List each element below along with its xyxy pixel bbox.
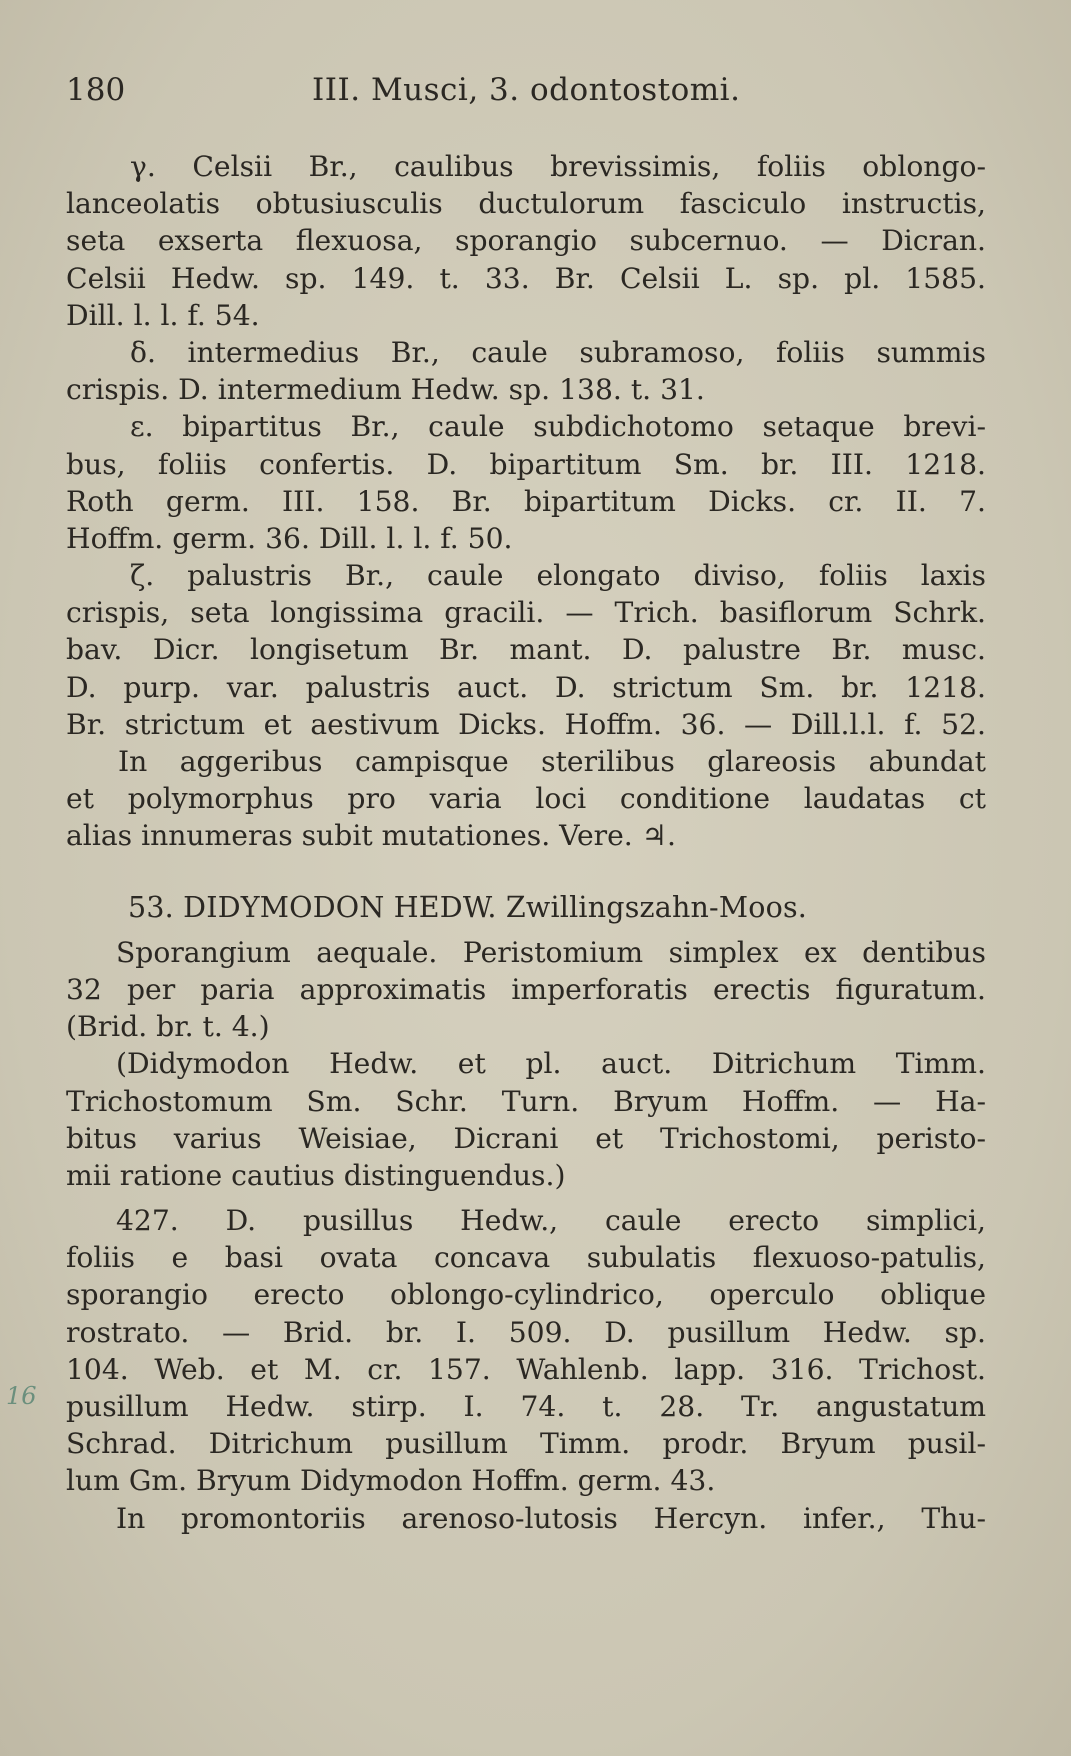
text-line: Roth germ. III. 158. Br. bipartitum Dicks. cr. II. 7. — [66, 484, 986, 518]
text-line: bitus varius Weisiae, Dicrani et Trichostomi, peristo- — [66, 1121, 986, 1155]
text-line: seta exserta flexuosa, sporangio subcernuo. — Dicran. — [66, 224, 986, 258]
genus-heading: 53. DIDYMODON HEDW. Zwillingszahn-Moos. — [128, 890, 808, 924]
text-line: lanceolatis obtusiusculis ductulorum fasciculo instructis, — [66, 187, 986, 221]
text-line: Schrad. Ditrichum pusillum Timm. prodr. Bryum pusil- — [66, 1427, 986, 1461]
text-line: lum Gm. Bryum Didymodon Hoffm. germ. 43. — [66, 1464, 716, 1498]
page-header — [66, 72, 1006, 122]
text-line: D. purp. var. palustris auct. D. strictum Sm. br. 1218. — [66, 670, 986, 704]
text-line: sporangio erecto oblongo-cylindrico, operculo oblique — [66, 1278, 986, 1312]
text-line: δ. intermedius Br., caule subramoso, foliis summis — [130, 335, 986, 369]
text-line: ε. bipartitus Br., caule subdichotomo setaque brevi- — [130, 410, 986, 444]
page-number: 180 — [66, 72, 126, 108]
text-line: Br. strictum et aestivum Dicks. Hoffm. 36. — Dill.l.l. f. 52. — [66, 707, 986, 741]
text-line: crispis, seta longissima gracili. — Trich. basiflorum Schrk. — [66, 596, 986, 630]
text-line: ζ. palustris Br., caule elongato diviso, foliis laxis — [130, 559, 986, 593]
text-line: pusillum Hedw. stirp. I. 74. t. 28. Tr. angustatum — [66, 1390, 986, 1423]
text-line: alias innumeras subit mutationes. Vere. ♃. — [66, 819, 676, 853]
text-line: In aggeribus campisque sterilibus glareosis abundat — [118, 745, 986, 778]
text-line: In promontoriis arenoso-lutosis Hercyn. infer., Thu- — [116, 1501, 986, 1535]
text-line: Celsii Hedw. sp. 149. t. 33. Br. Celsii L. sp. pl. 1585. — [66, 261, 986, 295]
text-line: crispis. D. intermedium Hedw. sp. 138. t. 31. — [66, 373, 705, 407]
genus-description — [66, 934, 986, 1194]
margin-annotation: 16 — [6, 1382, 37, 1410]
text-line: 104. Web. et M. cr. 157. Wahlenb. lapp. 316. Trichost. — [66, 1352, 986, 1386]
running-head: III. Musci, 3. odontostomi. — [312, 72, 741, 108]
text-line: rostrato. — Brid. br. I. 509. D. pusillum Hedw. sp. — [66, 1315, 986, 1349]
text-line: bus, foliis confertis. D. bipartitum Sm. br. III. 1218. — [66, 447, 986, 481]
text-line: mii ratione cautius distinguendus.) — [66, 1158, 566, 1192]
text-line: Dill. l. l. f. 54. — [66, 298, 260, 332]
text-line: et polymorphus pro varia loci conditione laudatas ct — [66, 782, 986, 816]
variety-section — [66, 148, 986, 855]
text-line: Sporangium aequale. Peristomium simplex ex dentibus — [116, 935, 986, 969]
body-text — [66, 148, 986, 1537]
text-line: γ. Celsii Br., caulibus brevissimis, foliis oblongo- — [130, 150, 986, 183]
text-line: 427. D. pusillus Hedw., caule erecto simplici, — [116, 1204, 986, 1238]
text-line: foliis e basi ovata concava subulatis flexuoso-patulis, — [66, 1241, 986, 1275]
text-line: 32 per paria approximatis imperforatis erectis figuratum. — [66, 972, 986, 1006]
text-line: Trichostomum Sm. Schr. Turn. Bryum Hoffm. — Ha- — [66, 1084, 986, 1118]
species-entry — [66, 1202, 986, 1537]
text-line: (Brid. br. t. 4.) — [66, 1010, 270, 1044]
text-line: (Didymodon Hedw. et pl. auct. Ditrichum Timm. — [116, 1047, 986, 1081]
text-line: Hoffm. germ. 36. Dill. l. l. f. 50. — [66, 521, 513, 555]
text-line: bav. Dicr. longisetum Br. mant. D. palustre Br. musc. — [66, 633, 986, 667]
